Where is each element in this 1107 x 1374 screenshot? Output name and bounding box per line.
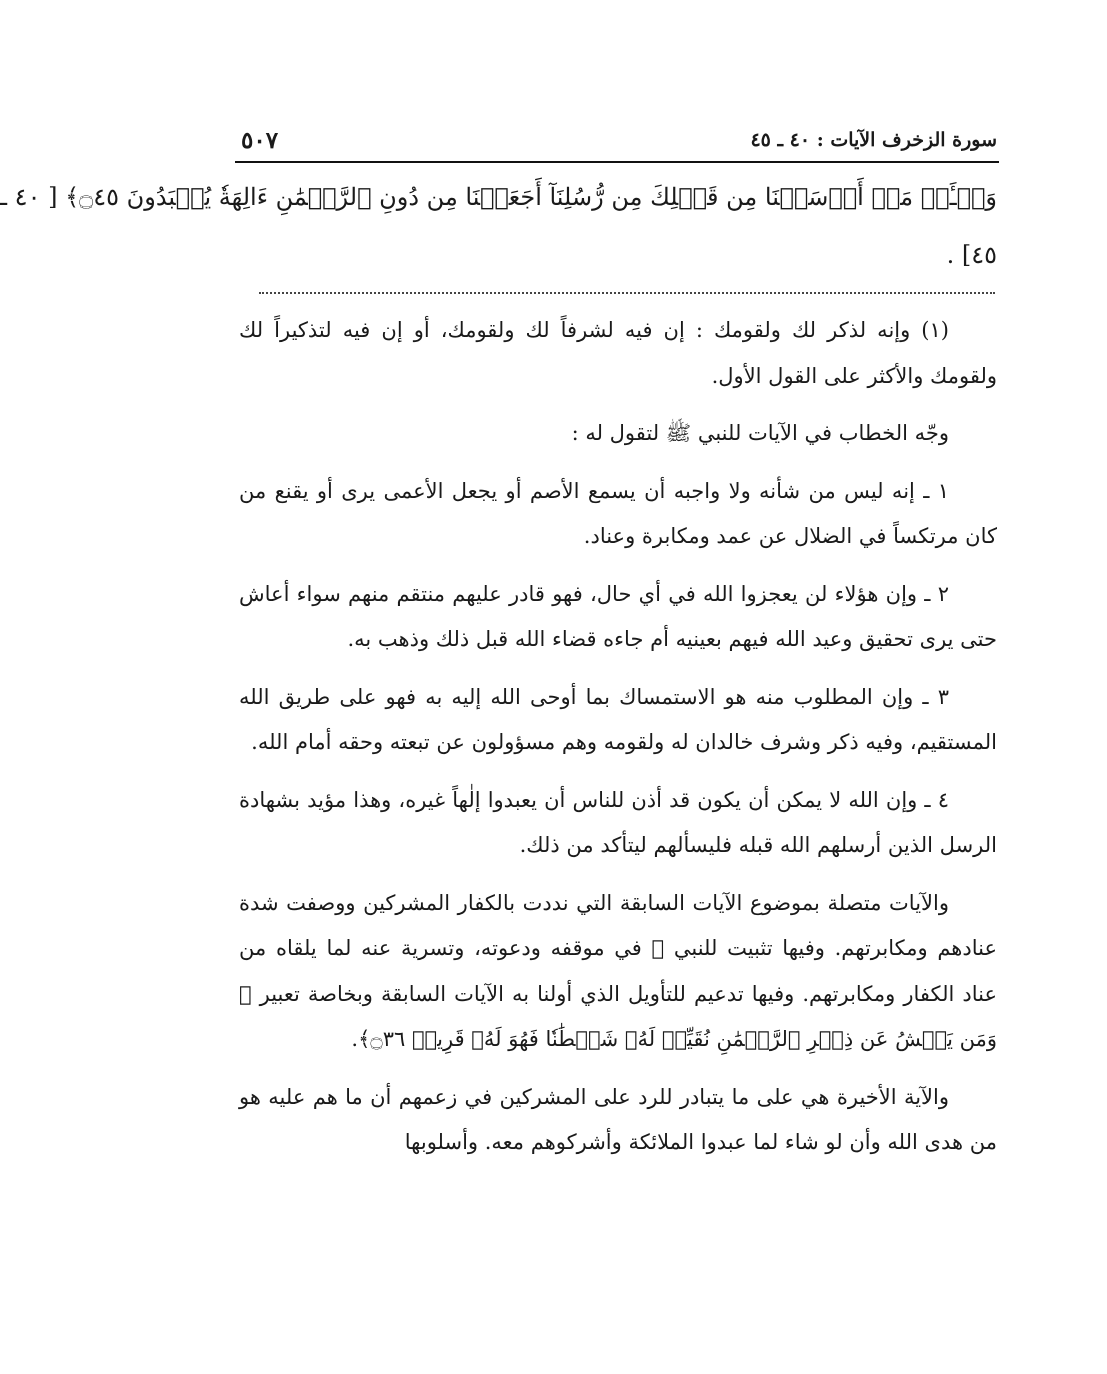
page-number: ٥٠٧ [241, 126, 279, 154]
quran-verse [0, 168, 997, 284]
paragraph-point-3: ٣ ـ وإن المطلوب منه هو الاستمساك بما أوحى الله إليه به فهو على طريق الله المستقيم، وفيه ذكر وشرف خالدان له ولقومه وهم مسؤولون عن تبعته وحقه أمام الله. [239, 684, 997, 754]
paragraph-context: والآيات متصلة بموضوع الآيات السابقة التي نددت بالكفار المشركين ووصفت شدة عنادهم ومكابرتهم. وفيها تثبيت للنبي ﷺ في موقفه ودعوته، وتسرية عنه لما يلقاه من عناد الكفار ومكابرتهم. وفيها تدعيم للتأويل الذي أولنا به الآيات السابقة وبخاصة تعبير ﴿ وَمَن يَعۡشُ عَن ذِكۡرِ ٱلرَّحۡمَٰنِ نُقَيِّضۡ لَهُۥ شَيۡطَٰنٗا فَهُوَ لَهُۥ قَرِينٞ ۝٣٦﴾. [239, 890, 997, 1051]
paragraph-point-2: ٢ ـ وإن هؤلاء لن يعجزوا الله في أي حال، فهو قادر عليهم منتقم منهم سواء أعاش حتى يرى تحقيق وعيد الله فيهم بعينيه أم جاءه قضاء الله قبل ذلك وذهب به. [239, 581, 997, 651]
paragraph-point-1: ١ ـ إنه ليس من شأنه ولا واجبه أن يسمع الأصم أو يجعل الأعمى يرى أو يقنع من كان مرتكساً في الضلال عن عمد ومكابرة وعناد. [239, 478, 997, 548]
footnote-paragraph: (١) وإنه لذكر لك ولقومك : إن فيه لشرفاً لك ولقومك، أو إن فيه لتذكيراً لك ولقومك والأكثر على القول الأول. [239, 318, 997, 388]
quran-verse-line-2: ٤٥] . [946, 241, 997, 269]
header-rule [235, 161, 999, 163]
body-text [239, 308, 997, 1178]
footnote-separator [259, 292, 995, 294]
paragraph-point-4: ٤ ـ وإن الله لا يمكن أن يكون قد أذن للناس أن يعبدوا إلٰهاً غيره، وهذا مؤيد بشهادة الرسل الذين أرسلهم الله قبله فليسألهم ليتأكد من ذلك. [239, 787, 997, 857]
running-title: سورة الزخرف الآيات : ٤٠ ـ ٤٥ [750, 129, 997, 151]
quran-verse-line-1: وَسۡـَٔلۡ مَنۡ أَرۡسَلۡنَا مِن قَبۡلِكَ مِن رُّسُلِنَآ أَجَعَلۡنَا مِن دُونِ ٱلرَّحۡمَٰنِ ءَالِهَةٗ يُعۡبَدُونَ ۝٤٥﴾ [ ٤٠ ـ [0, 183, 997, 211]
page-header [241, 120, 997, 160]
paragraph-last: والآية الأخيرة هي على ما يتبادر للرد على المشركين في زعمهم أن ما هم عليه هو من هدى الله وأن لو شاء لما عبدوا الملائكة وأشركوهم معه. وأسلوبها [239, 1084, 997, 1154]
paragraph-intro: وجّه الخطاب في الآيات للنبي ﷺ لتقول له : [571, 421, 949, 445]
